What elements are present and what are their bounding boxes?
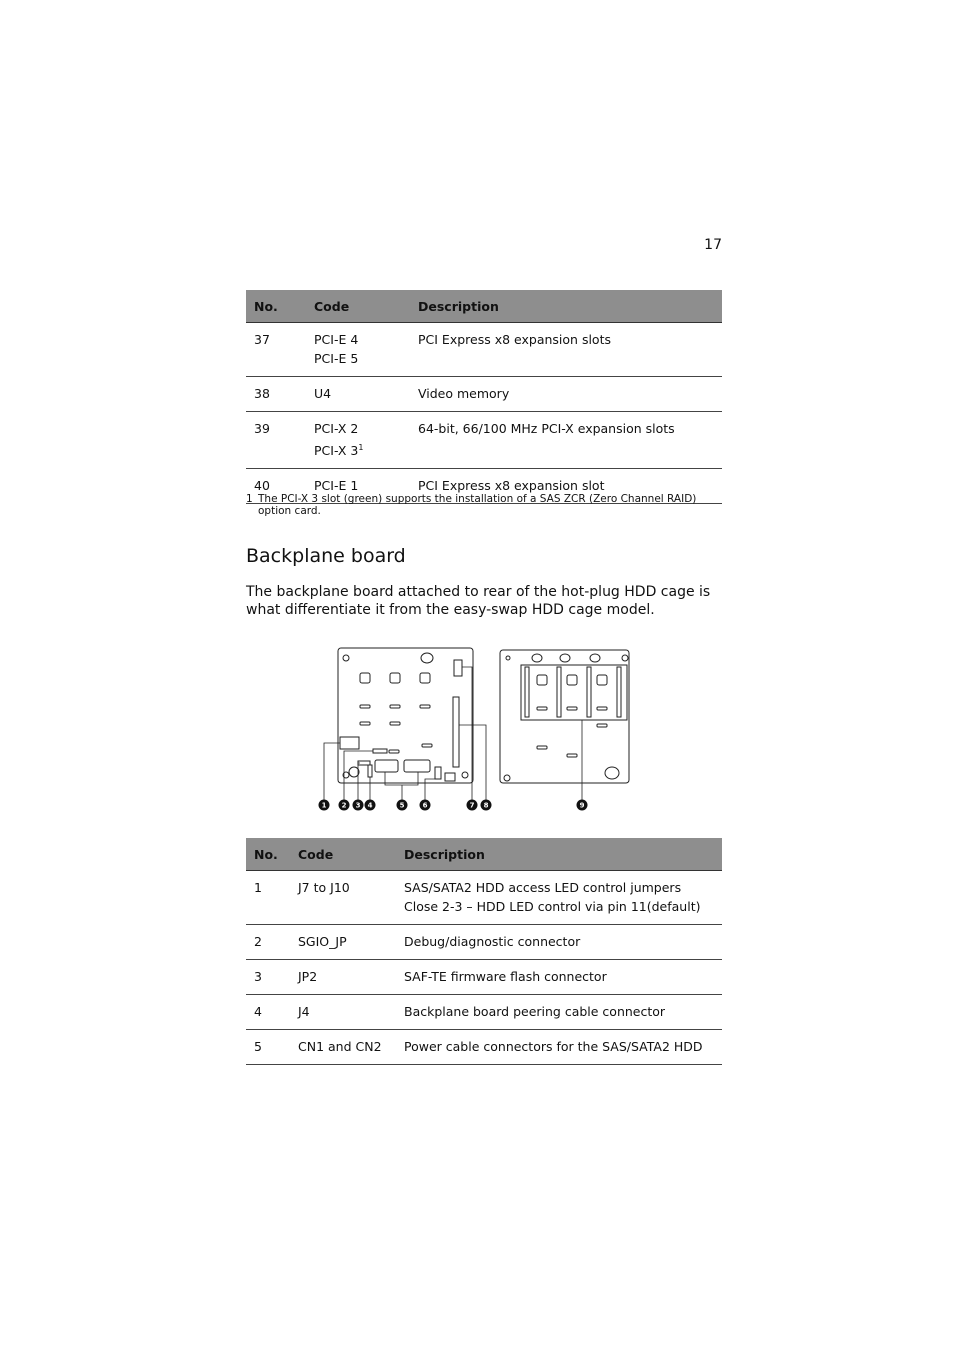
code-line: J4	[298, 1004, 310, 1019]
mounting-hole	[560, 654, 570, 662]
mounting-hole	[532, 654, 542, 662]
row-no: 39	[246, 412, 306, 469]
mounting-hole	[343, 655, 349, 661]
mounting-hole	[590, 654, 600, 662]
row-no: 2	[246, 925, 290, 960]
svg-text:9: 9	[579, 801, 585, 810]
row-code	[290, 960, 396, 995]
component	[567, 754, 577, 757]
mounting-hole	[462, 772, 468, 778]
row-no: 37	[246, 323, 306, 377]
header-description: Description	[410, 290, 722, 323]
table-header-row	[246, 838, 722, 871]
component	[389, 750, 399, 753]
component	[422, 744, 432, 747]
row-code	[290, 871, 396, 925]
table-row	[246, 412, 722, 469]
row-code	[290, 995, 396, 1030]
chip	[567, 675, 577, 685]
code-line: JP2	[298, 969, 318, 984]
footnote-reference: 1	[358, 443, 364, 452]
row-description	[410, 377, 722, 412]
callout-6	[420, 800, 431, 811]
svg-text:3: 3	[355, 801, 361, 810]
chip	[537, 675, 547, 685]
mounting-hole	[622, 655, 628, 661]
component	[537, 746, 547, 749]
table-row	[246, 323, 722, 377]
power-connector-cn2	[404, 760, 430, 772]
row-code	[290, 1030, 396, 1065]
hdd-connector	[557, 667, 561, 717]
component	[597, 707, 607, 710]
mounting-hole	[421, 653, 433, 663]
row-description	[410, 412, 722, 469]
footnote-text: The PCI-X 3 slot (green) supports the installation of a SAS ZCR (Zero Channel RAID) option card.	[258, 493, 697, 517]
component	[390, 722, 400, 725]
hdd-connector-area	[521, 665, 627, 720]
callout-5	[397, 800, 408, 811]
svg-text:1: 1	[321, 801, 327, 810]
chip	[360, 673, 370, 683]
description-line: PCI Express x8 expansion slots	[418, 332, 611, 347]
code-line: PCI-E 4	[314, 332, 359, 347]
svg-text:2: 2	[341, 801, 347, 810]
description-line: Backplane board peering cable connector	[404, 1004, 666, 1019]
callout-8	[481, 800, 492, 811]
description-line: Power cable connectors for the SAS/SATA2 HDD	[404, 1039, 703, 1054]
mounting-hole	[506, 656, 510, 660]
row-description	[396, 871, 722, 925]
code-line: U4	[314, 386, 332, 401]
mounting-hole	[349, 767, 359, 777]
component	[390, 705, 400, 708]
row-description	[410, 323, 722, 377]
table-row	[246, 1030, 722, 1065]
hdd-connector	[525, 667, 529, 717]
row-no: 5	[246, 1030, 290, 1065]
table-row	[246, 377, 722, 412]
j4-connector	[368, 765, 372, 777]
page-number: 17	[704, 237, 722, 253]
mounting-hole	[605, 767, 619, 779]
table-row	[246, 995, 722, 1030]
component	[597, 724, 607, 727]
code-line: PCI-E 1	[314, 478, 359, 494]
backplane-board-diagram	[315, 645, 635, 817]
callout-numbers	[319, 800, 588, 811]
description-line: SAF-TE firmware flash connector	[404, 969, 607, 984]
description-line: Video memory	[418, 386, 510, 401]
header-code: Code	[306, 290, 410, 323]
code-line: CN1 and CN2	[298, 1039, 382, 1054]
row-description	[396, 995, 722, 1030]
table-footnote	[246, 493, 724, 517]
svg-text:5: 5	[399, 801, 405, 810]
callout-2	[339, 800, 350, 811]
component	[445, 773, 455, 781]
code-line	[314, 438, 402, 460]
table-row	[246, 960, 722, 995]
component	[360, 705, 370, 708]
callout-3	[353, 800, 364, 811]
callout-9	[577, 800, 588, 811]
row-no: 40	[246, 469, 306, 504]
description-line: Debug/diagnostic connector	[404, 934, 581, 949]
callout-1	[319, 800, 330, 811]
row-code	[290, 925, 396, 960]
backplane-rear-view	[500, 650, 629, 783]
table-header-row	[246, 290, 722, 323]
row-description	[396, 1030, 722, 1065]
svg-text:4: 4	[367, 801, 373, 810]
table-row	[246, 925, 722, 960]
svg-text:6: 6	[422, 801, 428, 810]
code-line: J7 to J10	[298, 880, 350, 895]
hdd-connector	[617, 667, 621, 717]
power-connector-cn1	[375, 760, 398, 772]
footnote-mark: 1	[246, 493, 253, 505]
row-no: 1	[246, 871, 290, 925]
peering-connector	[454, 660, 462, 676]
row-code	[306, 323, 410, 377]
table-row	[246, 871, 722, 925]
description-line: Close 2-3 – HDD LED control via pin 11(default)	[404, 899, 701, 914]
svg-text:8: 8	[483, 801, 489, 810]
component	[567, 707, 577, 710]
backplane-components-table	[246, 838, 722, 1065]
chip	[390, 673, 400, 683]
description-line: SAS/SATA2 HDD access LED control jumpers	[404, 880, 682, 895]
code-line: SGIO_JP	[298, 934, 347, 949]
row-no: 4	[246, 995, 290, 1030]
svg-text:7: 7	[469, 801, 475, 810]
row-no: 3	[246, 960, 290, 995]
header-no: No.	[246, 838, 290, 871]
code-text: PCI-X 3	[314, 443, 359, 459]
section-intro: The backplane board attached to rear of the hot-plug HDD cage is what differentiate it from the easy-swap HDD cage model.	[246, 584, 711, 618]
onboard-components-table	[246, 290, 722, 504]
header-no: No.	[246, 290, 306, 323]
header-code: Code	[290, 838, 396, 871]
chip	[420, 673, 430, 683]
chip	[597, 675, 607, 685]
row-description	[396, 960, 722, 995]
callout-4	[365, 800, 376, 811]
header-description: Description	[396, 838, 722, 871]
section-title: Backplane board	[246, 545, 406, 567]
led-jumpers-j7-j10	[340, 737, 359, 749]
sas-sata-connector	[453, 697, 459, 767]
description-line: 64-bit, 66/100 MHz PCI-X expansion slots	[418, 421, 675, 436]
callout-7	[467, 800, 478, 811]
sgio-jp-connector	[373, 749, 387, 753]
component	[420, 705, 430, 708]
row-no: 38	[246, 377, 306, 412]
hdd-connector	[587, 667, 591, 717]
code-line: PCI-E 5	[314, 351, 359, 366]
description-line: PCI Express x8 expansion slot	[418, 478, 605, 494]
row-description	[396, 925, 722, 960]
code-line: PCI-X 2	[314, 421, 359, 436]
row-code	[306, 412, 410, 469]
component	[360, 722, 370, 725]
mounting-hole	[504, 775, 510, 781]
row-code	[306, 377, 410, 412]
component	[537, 707, 547, 710]
component	[435, 767, 441, 779]
